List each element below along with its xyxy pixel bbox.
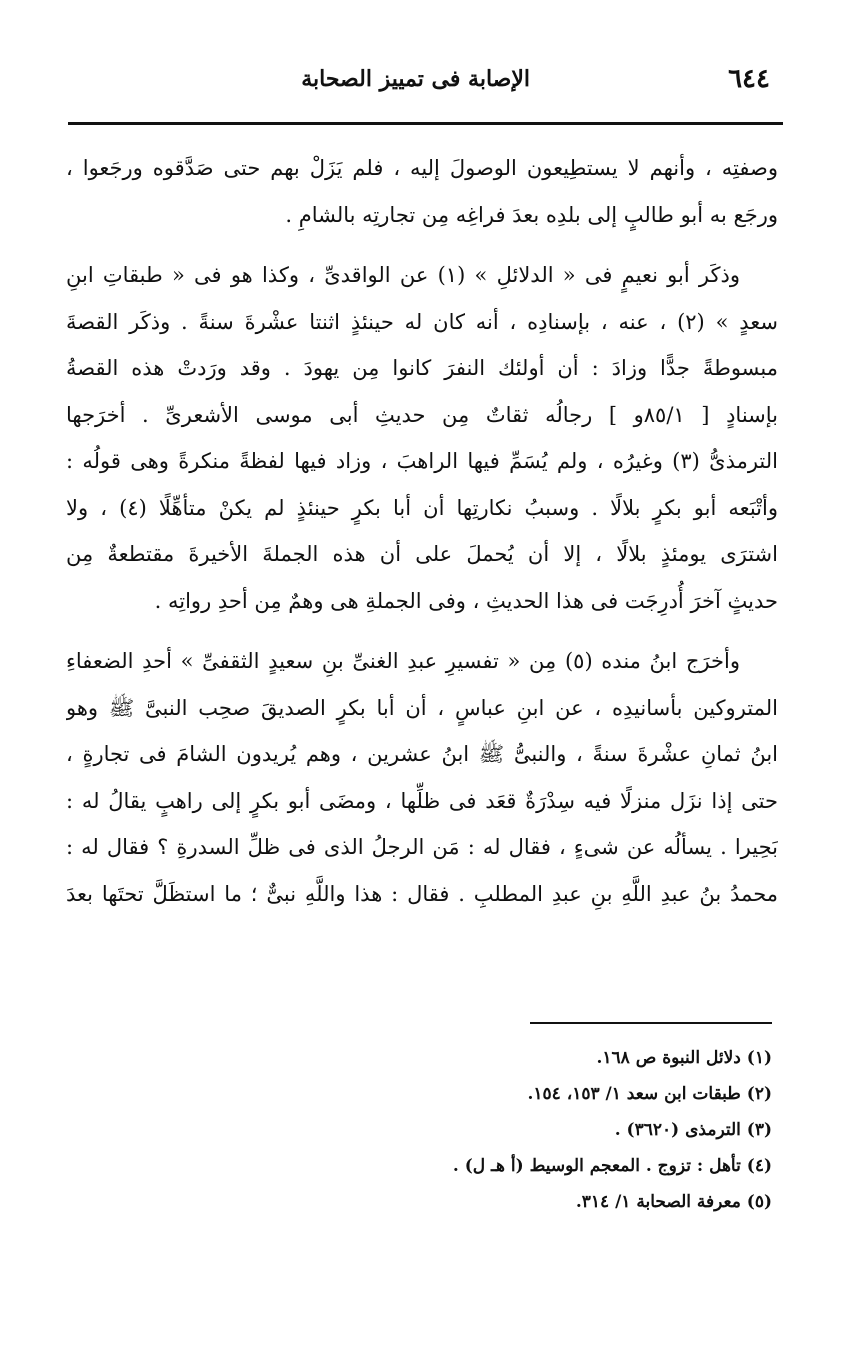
page-number: ٦٤٤ [728, 64, 770, 94]
text-line: حتى إذا نزَل منزلًا فيه سِدْرَةٌ قعَد فى ظلِّها ، ومضَى أبو بكرٍ إلى راهبٍ يقالُ له : [66, 788, 778, 813]
text-line: بإسنادٍ [ ٨٥/١و ] رجالُه ثقاتٌ مِن حديثِ أبى موسى الأشعرىِّ . أخرَجها [66, 402, 778, 427]
page-header [70, 64, 780, 100]
paragraph [66, 145, 778, 238]
text-line: ابنُ ثمانِ عشْرةَ سنةً ، والنبىُّ ﷺ ابنُ عشرين ، وهم يُريدون الشامَ فى تجارةٍ ، [66, 742, 778, 766]
footnote: (٤) تأهل : تزوج . المعجم الوسيط (أ هـ ل) . [452, 1156, 772, 1176]
paragraph [66, 638, 778, 917]
text-line: الترمذىُّ (٣) وغيرُه ، ولم يُسَمِّ فيها الراهبَ ، وزاد فيها لفظةً منكرةً وهى قولُه : [66, 449, 778, 473]
main-text [66, 145, 778, 917]
text-line: سعدٍ » (٢) ، عنه ، بإسنادِه ، أنه كان له حينئذٍ اثنتا عشْرةَ سنةً . وذكَر القصةَ [66, 309, 778, 334]
footnote: (٥) معرفة الصحابة ١/ ٣١٤. [575, 1192, 772, 1212]
text-line: اشترَى يومئذٍ بلالًا ، إلا أن يُحملَ على أن هذه الجملةَ الأخيرةَ مقتطعةٌ مِن [66, 542, 778, 566]
text-line: المتروكين بأسانيدِه ، عن ابنِ عباسٍ ، أن أبا بكرٍ الصديقَ صحِب النبىَّ ﷺ وهو [66, 695, 778, 720]
running-title: الإصابة فى تمييز الصحابة [301, 66, 530, 92]
text-line: وذكَر أبو نعيمٍ فى « الدلائلِ » (١) عن الواقدىِّ ، وكذا هو فى « طبقاتِ ابنِ [66, 263, 740, 287]
text-line: مبسوطةً جدًّا وزادَ : أن أولئك النفرَ كانوا مِن يهودَ . وقد ورَدتْ هذه القصةُ [66, 356, 778, 380]
header-rule [68, 122, 783, 125]
text-line: حديثٍ آخرَ أُدرِجَت فى هذا الحديثِ ، وفى الجملةِ هى وهمٌ مِن أحدِ رواتِه . [154, 588, 778, 613]
text-line: ورجَع به أبو طالبٍ إلى بلدِه بعدَ فراغِه مِن تجارتِه بالشامِ . [285, 202, 778, 227]
paragraph [66, 252, 778, 624]
text-line: بَحِيرا . يسألُه عن شىءٍ ، فقال له : مَن الرجلُ الذى فى ظلِّ السدرةِ ؟ فقال له : [66, 835, 778, 859]
footnote: (٣) الترمذى (٣٦٢٠) . [614, 1120, 772, 1140]
footnote-rule [530, 1022, 772, 1024]
text-line: محمدُ بنُ عبدِ اللَّهِ بنِ عبدِ المطلبِ . فقال : هذا واللَّهِ نبىٌّ ؛ ما استظَلَّ تحتَها بعدَ [66, 881, 778, 906]
text-line: وأتْبَعه أبو بكرٍ بلالًا . وسببُ نكارتِها أن أبا بكرٍ حينئذٍ لم يكنْ متأهِّلًا (٤) ، ولا [66, 495, 778, 520]
footnote: (١) دلائل النبوة ص ١٦٨. [596, 1048, 772, 1068]
footnote: (٢) طبقات ابن سعد ١/ ١٥٣، ١٥٤. [527, 1084, 772, 1104]
footnotes [66, 1040, 772, 1220]
text-line: وصفتِه ، وأنهم لا يستطِيعون الوصولَ إليه ، فلم يَزَلْ بهم حتى صَدَّقوه ورجَعوا ، [66, 156, 778, 180]
text-line: وأخرَج ابنُ منده (٥) مِن « تفسيرِ عبدِ الغنىِّ بنِ سعيدٍ الثقفىِّ » أحدِ الضعفاءِ [66, 649, 740, 673]
